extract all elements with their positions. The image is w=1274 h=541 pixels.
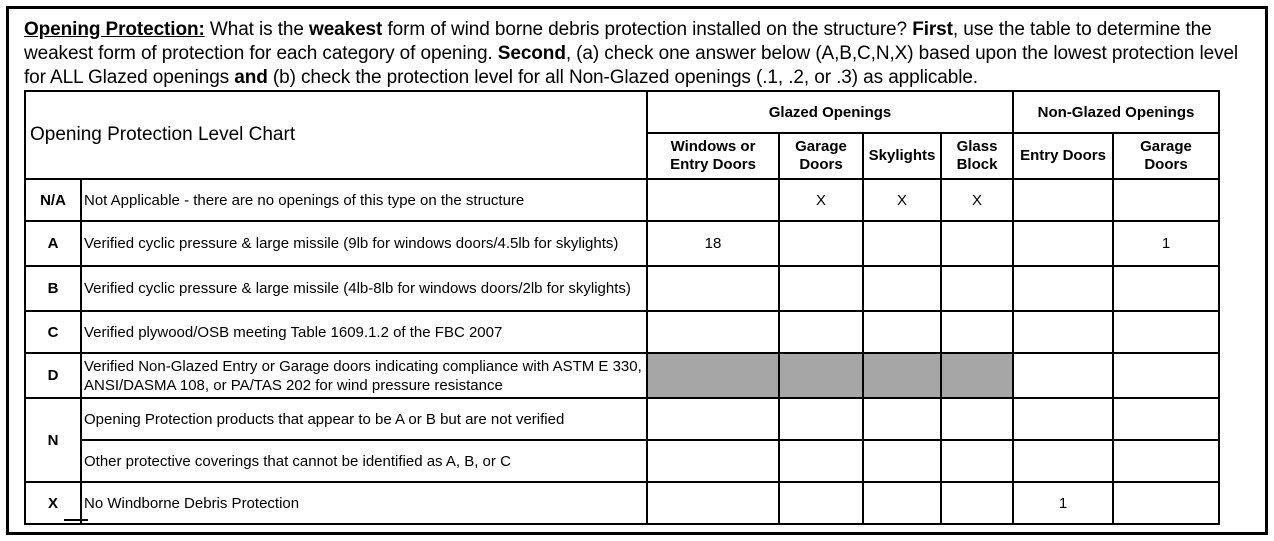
cell-value[interactable]: 1	[1013, 482, 1113, 524]
instructions-text: , use the table to determine the weakest form of protection for each category of opening.	[24, 19, 1212, 64]
level-description: Verified Non-Glazed Entry or Garage doors indicating compliance with ASTM E 330, ANSI/DASMA 108, or PA/TAS 202 for wind pressure resistance	[81, 353, 647, 398]
col-garage-doors: Garage Doors	[779, 133, 863, 179]
cell-value[interactable]	[941, 266, 1013, 311]
disabled-cell	[863, 353, 941, 398]
table-row	[25, 221, 1219, 266]
cell-value[interactable]	[1113, 440, 1219, 482]
cell-value[interactable]	[941, 221, 1013, 266]
cell-value[interactable]	[1013, 440, 1113, 482]
instructions-text: What is the	[204, 19, 310, 40]
table-row	[25, 353, 1219, 398]
cell-value[interactable]	[863, 221, 941, 266]
instructions-text: (b) check the protection level for all Non-Glazed openings (.1, .2, or .3) as applicable.	[267, 67, 978, 88]
cell-value[interactable]	[647, 179, 779, 221]
cell-value[interactable]: X	[779, 179, 863, 221]
col-entry-doors: Entry Doors	[1013, 133, 1113, 179]
instructions-paragraph	[24, 18, 1260, 90]
cell-value[interactable]	[1013, 221, 1113, 266]
cell-value[interactable]: 1	[1113, 221, 1219, 266]
cell-value[interactable]	[863, 440, 941, 482]
level-description: Verified cyclic pressure & large missile (4lb-8lb for windows doors/2lb for skylights)	[81, 266, 647, 311]
level-description: Opening Protection products that appear to be A or B but are not verified	[81, 398, 647, 440]
disabled-cell	[779, 353, 863, 398]
cell-value[interactable]	[779, 266, 863, 311]
cell-value[interactable]	[941, 440, 1013, 482]
section-label: Opening Protection:	[24, 19, 205, 40]
table-row	[25, 179, 1219, 221]
instructions-text: form of wind borne debris protection installed on the structure?	[382, 19, 913, 40]
cell-value[interactable]	[1013, 311, 1113, 353]
cell-value[interactable]	[779, 221, 863, 266]
cell-value[interactable]: 18	[647, 221, 779, 266]
opening-protection-table	[24, 90, 1220, 525]
level-label: C	[25, 311, 81, 353]
level-description: Other protective coverings that cannot be identified as A, B, or C	[81, 440, 647, 482]
cell-value[interactable]	[779, 482, 863, 524]
col-skylights: Skylights	[863, 133, 941, 179]
cell-value[interactable]	[1013, 398, 1113, 440]
level-description: No Windborne Debris Protection	[81, 482, 647, 524]
cell-value[interactable]	[647, 398, 779, 440]
cell-value[interactable]	[1113, 353, 1219, 398]
cell-value[interactable]	[779, 398, 863, 440]
level-description: Verified plywood/OSB meeting Table 1609.1.2 of the FBC 2007	[81, 311, 647, 353]
col-windows-entry-doors: Windows or Entry Doors	[647, 133, 779, 179]
chart-title: Opening Protection Level Chart	[25, 91, 647, 179]
level-label: A	[25, 221, 81, 266]
level-label: B	[25, 266, 81, 311]
cell-value[interactable]	[941, 398, 1013, 440]
cell-value[interactable]	[647, 482, 779, 524]
cell-value[interactable]	[863, 311, 941, 353]
level-label: N/A	[25, 179, 81, 221]
glazed-openings-header: Glazed Openings	[647, 91, 1013, 133]
disabled-cell	[941, 353, 1013, 398]
level-label: D	[25, 353, 81, 398]
cell-value[interactable]: X	[863, 179, 941, 221]
level-description: Not Applicable - there are no openings of this type on the structure	[81, 179, 647, 221]
cell-value[interactable]	[647, 440, 779, 482]
table-row	[25, 482, 1219, 524]
cell-value[interactable]	[1113, 398, 1219, 440]
instructions-emphasis: and	[234, 67, 268, 88]
disabled-cell	[647, 353, 779, 398]
cell-value[interactable]	[1013, 266, 1113, 311]
cell-value[interactable]	[941, 311, 1013, 353]
non-glazed-openings-header: Non-Glazed Openings	[1013, 91, 1219, 133]
table-row	[25, 440, 1219, 482]
cell-value[interactable]	[1013, 179, 1113, 221]
cell-value[interactable]: X	[941, 179, 1013, 221]
level-label: N	[25, 398, 81, 482]
cell-value[interactable]	[863, 482, 941, 524]
cell-value[interactable]	[941, 482, 1013, 524]
cell-value[interactable]	[647, 266, 779, 311]
col-glass-block: Glass Block	[941, 133, 1013, 179]
cell-value[interactable]	[1113, 266, 1219, 311]
table-row	[25, 311, 1219, 353]
cell-value[interactable]	[1113, 482, 1219, 524]
instructions-emphasis: First	[912, 19, 953, 40]
cell-value[interactable]	[1013, 353, 1113, 398]
level-description: Verified cyclic pressure & large missile (9lb for windows doors/4.5lb for skylights)	[81, 221, 647, 266]
col-ng-garage-doors: Garage Doors	[1113, 133, 1219, 179]
underline-mark	[64, 519, 88, 521]
cell-value[interactable]	[779, 311, 863, 353]
level-label: X	[25, 482, 81, 524]
table-row	[25, 266, 1219, 311]
instructions-text: , (a) check one answer below (A,B,C,N,X) based upon the lowest protection level for ALL Glazed openings	[24, 43, 1239, 88]
cell-value[interactable]	[1113, 179, 1219, 221]
cell-value[interactable]	[647, 311, 779, 353]
table-row	[25, 398, 1219, 440]
instructions-emphasis: Second	[497, 43, 566, 64]
cell-value[interactable]	[779, 440, 863, 482]
cell-value[interactable]	[1113, 311, 1219, 353]
cell-value[interactable]	[863, 398, 941, 440]
instructions-emphasis: weakest	[309, 19, 383, 40]
cell-value[interactable]	[863, 266, 941, 311]
